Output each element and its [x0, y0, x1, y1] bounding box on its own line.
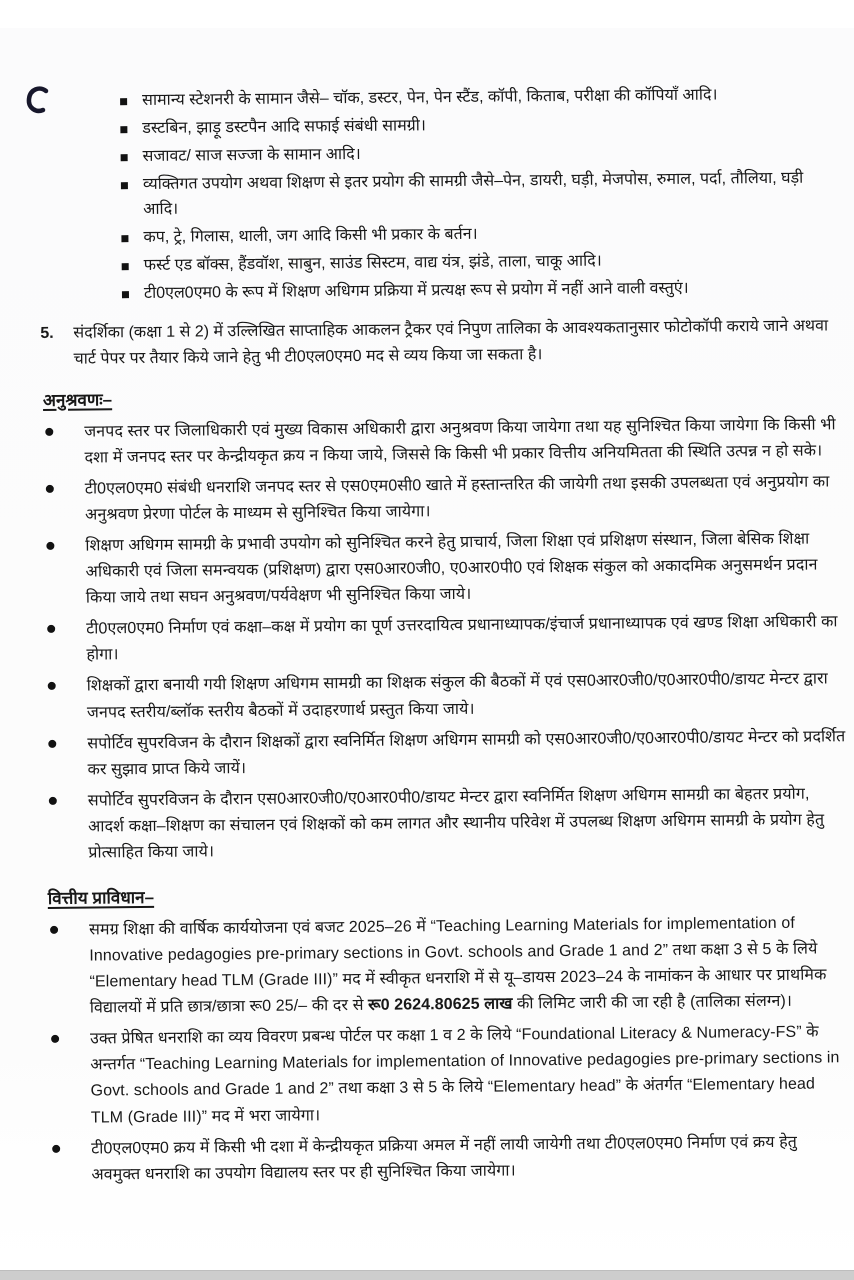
list-item [121, 219, 835, 251]
bullet-item [44, 724, 846, 784]
square-bullet-icon [120, 126, 127, 133]
numbered-paragraph-5 [40, 313, 842, 374]
limit-amount: रू0 2624.80625 लाख [368, 995, 513, 1015]
list-item [122, 247, 836, 279]
square-bullet-icon [121, 182, 128, 189]
list-item [120, 110, 834, 142]
list-item-text: सजावट/ साज सज्जा के सामान आदि। [142, 145, 361, 165]
square-bullet-icon [122, 263, 129, 270]
bullet-text: टी0एल0एम0 क्रय में किसी भी दशा में केन्द्रीयकृत प्रक्रिया अमल में नहीं लायी जायेगी तथा टी0एल0एम0 निर्माण एवं क्रय हेतु अवमुक्त धनराशि का उपयोग विद्यालय स्तर पर ही सुनिश्चित किया जायेगा। [91, 1133, 798, 1184]
square-bullet-icon [122, 291, 129, 298]
round-bullet-icon [48, 682, 56, 690]
round-bullet-icon [49, 797, 57, 805]
square-bullet-icon [120, 98, 127, 105]
item-text: संदर्शिका (कक्षा 1 से 2) में उल्लिखित साप्ताहिक आकलन ट्रैकर एवं निपुण तालिका के आवश्यकतानुसार फोटोकॉपी कराये जाने अथवा चार्ट पेपर पर तैयार किये जाने हेतु भी टी0एल0एम0 मद से व्यय किया जा सकता है। [73, 317, 829, 368]
page-bottom-edge [0, 1270, 854, 1280]
item-number: 5. [40, 324, 54, 342]
square-bullet-icon [121, 235, 128, 242]
stationery-exclusion-list [120, 82, 836, 306]
round-bullet-icon [52, 1144, 60, 1152]
document-page [0, 28, 854, 1270]
round-bullet-icon [47, 625, 55, 633]
bullet-item [47, 1020, 850, 1132]
list-item [122, 275, 836, 307]
bullet-text: समग्र शिक्षा की वार्षिक कार्ययोजना एवं बजट 2025–26 में “Teaching Learning Materials for implementation of Innovative pedagogies pre-primary sections in Govt. schools and Grade 1 and 2” तथा कक्षा 3 से 5 के लिये “Elementary head TLM (Grade III)” मद में स्वीकृत धनराशि में से यू–डायस 2023–24 के नामांकन के आधार पर प्राथमिक विद्यालयों में प्रति छात्र/छात्रा रू0 25/– की दर से रू0 2624.80625 लाख की लिमिट जारी की जा रही है (तालिका संलग्न)। [88, 914, 827, 1017]
bullet-item [44, 667, 846, 727]
bullet-text: शिक्षकों द्वारा बनायी गयी शिक्षण अधिगम सामग्री का शिक्षक संकुल की बैठकों में एवं एस0आर0जी0/ए0आर0पी0/डायट मेन्टर द्वारा जनपद स्तरीय/ब्लॉक स्तरीय बैठकों में उदाहरणार्थ प्रस्तुत किया जाये। [86, 670, 828, 722]
bullet-item [41, 412, 843, 472]
bullet-item [46, 910, 849, 1022]
round-bullet-icon [50, 926, 58, 934]
list-item-text: व्यक्तिगत उपयोग अथवा शिक्षण से इतर प्रयोग की सामग्री जैसे–पेन, डायरी, घड़ी, मेजपोस, रुमाल, पर्दा, तौलिया, घड़ी आदि। [142, 169, 804, 218]
list-item-text: टी0एल0एम0 के रूप में शिक्षण अधिगम प्रक्रिया में प्रत्यक्ष रूप से प्रयोग में नहीं आने वाली वस्तुएं। [143, 279, 689, 302]
round-bullet-icon [45, 428, 53, 436]
section-financial-provision [46, 864, 851, 1188]
bullet-text: टी0एल0एम0 निर्माण एवं कक्षा–कक्ष में प्रयोग का पूर्ण उत्तरदायित्व प्रधानाध्यापक/इंचार्ज प्रधानाध्यापक एवं खण्ड शिक्षा अधिकारी का होगा। [86, 613, 838, 664]
bullet-item [42, 469, 844, 529]
list-item-text: कप, ट्रे, गिलास, थाली, जग आदि किसी भी प्रकार के बर्तन। [143, 225, 478, 246]
document-content [38, 82, 851, 1193]
monitoring-bullet-list [41, 412, 847, 867]
section-heading: अनुश्रवणः– [42, 390, 113, 410]
list-item [121, 166, 835, 223]
list-item [121, 138, 835, 170]
bullet-text: उक्त प्रेषित धनराशि का व्यय विवरण प्रबन्ध पोर्टल पर कक्षा 1 व 2 के लिये “Foundational Literacy & Numeracy-FS” के अन्तर्गत “Teaching Learning Materials for implementation of Innovative pedagogies pre-primary sections in Govt. schools and Grade 1 and 2” तथा कक्षा 3 से 5 के लिये “Elementary head” के अंतर्गत “Elementary head TLM (Grade III)” मद में भरा जायेगा। [90, 1023, 840, 1127]
list-item [120, 82, 834, 114]
bullet-text: जनपद स्तर पर जिलाधिकारी एवं मुख्य विकास अधिकारी द्वारा अनुश्रवण किया जायेगा तथा यह सुनिश्चित किया जायेगा कि किसी भी दशा में जनपद स्तर पर केन्द्रीयकृत क्रय न किया जाये, जिससे कि किसी भी प्रकार वित्तीय अनियमितता की स्थिति उत्पन्न न हो सके। [84, 416, 836, 467]
list-item-text: फर्स्ट एड बॉक्स, हैंडवॉश, साबुन, साउंड सिस्टम, वाद्य यंत्र, झंडे, ताला, चाकू आदि। [143, 252, 602, 274]
round-bullet-icon [51, 1035, 59, 1043]
financial-bullet-list [46, 910, 851, 1188]
bullet-text: सपोर्टिव सुपरविजन के दौरान एस0आर0जी0/ए0आर0पी0/डायट मेन्टर द्वारा स्वनिर्मित शिक्षण अधिगम सामग्री का बेहतर प्रयोग, आदर्श कक्षा–शिक्षण का संचालन एवं शिक्षकों को कम लागत और स्थानीय परिवेश में उपलब्ध शिक्षण अधिगम सामग्री के प्रयोग हेतु प्रोत्साहित किया जाये। [87, 785, 825, 862]
bullet-text: शिक्षण अधिगम सामग्री के प्रभावी उपयोग को सुनिश्चित करने हेतु प्राचार्य, जिला शिक्षा एवं प्रशिक्षण संस्थान, जिला बेसिक शिक्षा अधिकारी एवं जिला समन्वयक (प्रशिक्षण) द्वारा एस0आर0जी0, ए0आर0पी0 एवं शिक्षक संकुल को अकादमिक अनुसमर्थन प्रदान किया जाये तथा सघन अनुश्रवण/पर्यवेक्षण भी सुनिश्चित किया जाये। [85, 530, 818, 607]
list-item-text: डस्टबिन, झाड़ू डस्टपैन आदि सफाई संबंधी सामग्री। [142, 117, 427, 137]
bullet-item [48, 1129, 850, 1189]
bullet-text: सपोर्टिव सुपरविजन के दौरान शिक्षकों द्वारा स्वनिर्मित शिक्षण अधिगम सामग्री को एस0आर0जी0/ए0आर0पी0/डायट मेन्टर को प्रदर्शित कर सुझाव प्राप्त किये जायें। [87, 727, 846, 779]
round-bullet-icon [48, 739, 56, 747]
round-bullet-icon [46, 542, 54, 550]
list-item-text: सामान्य स्टेशनरी के सामान जैसे– चॉक, डस्टर, पेन, पेन स्टैंड, कॉपी, किताब, परीक्षा की कॉपियाँ आदि। [142, 86, 718, 110]
section-heading: वित्तीय प्राविधान– [47, 887, 155, 908]
bullet-text: टी0एल0एम0 संबंधी धनराशि जनपद स्तर से एस0एम0सी0 खाते में हस्तान्तरित की जायेगी तथा इसकी उपलब्धता एवं अनुप्रयोग का अनुश्रवण प्रेरणा पोर्टल के माध्यम से सुनिश्चित किया जायेगा। [84, 473, 830, 524]
round-bullet-icon [46, 485, 54, 493]
section-monitoring [41, 366, 848, 867]
bullet-item [42, 526, 845, 612]
square-bullet-icon [121, 154, 128, 161]
bullet-item [45, 781, 848, 867]
bullet-item [43, 610, 845, 670]
